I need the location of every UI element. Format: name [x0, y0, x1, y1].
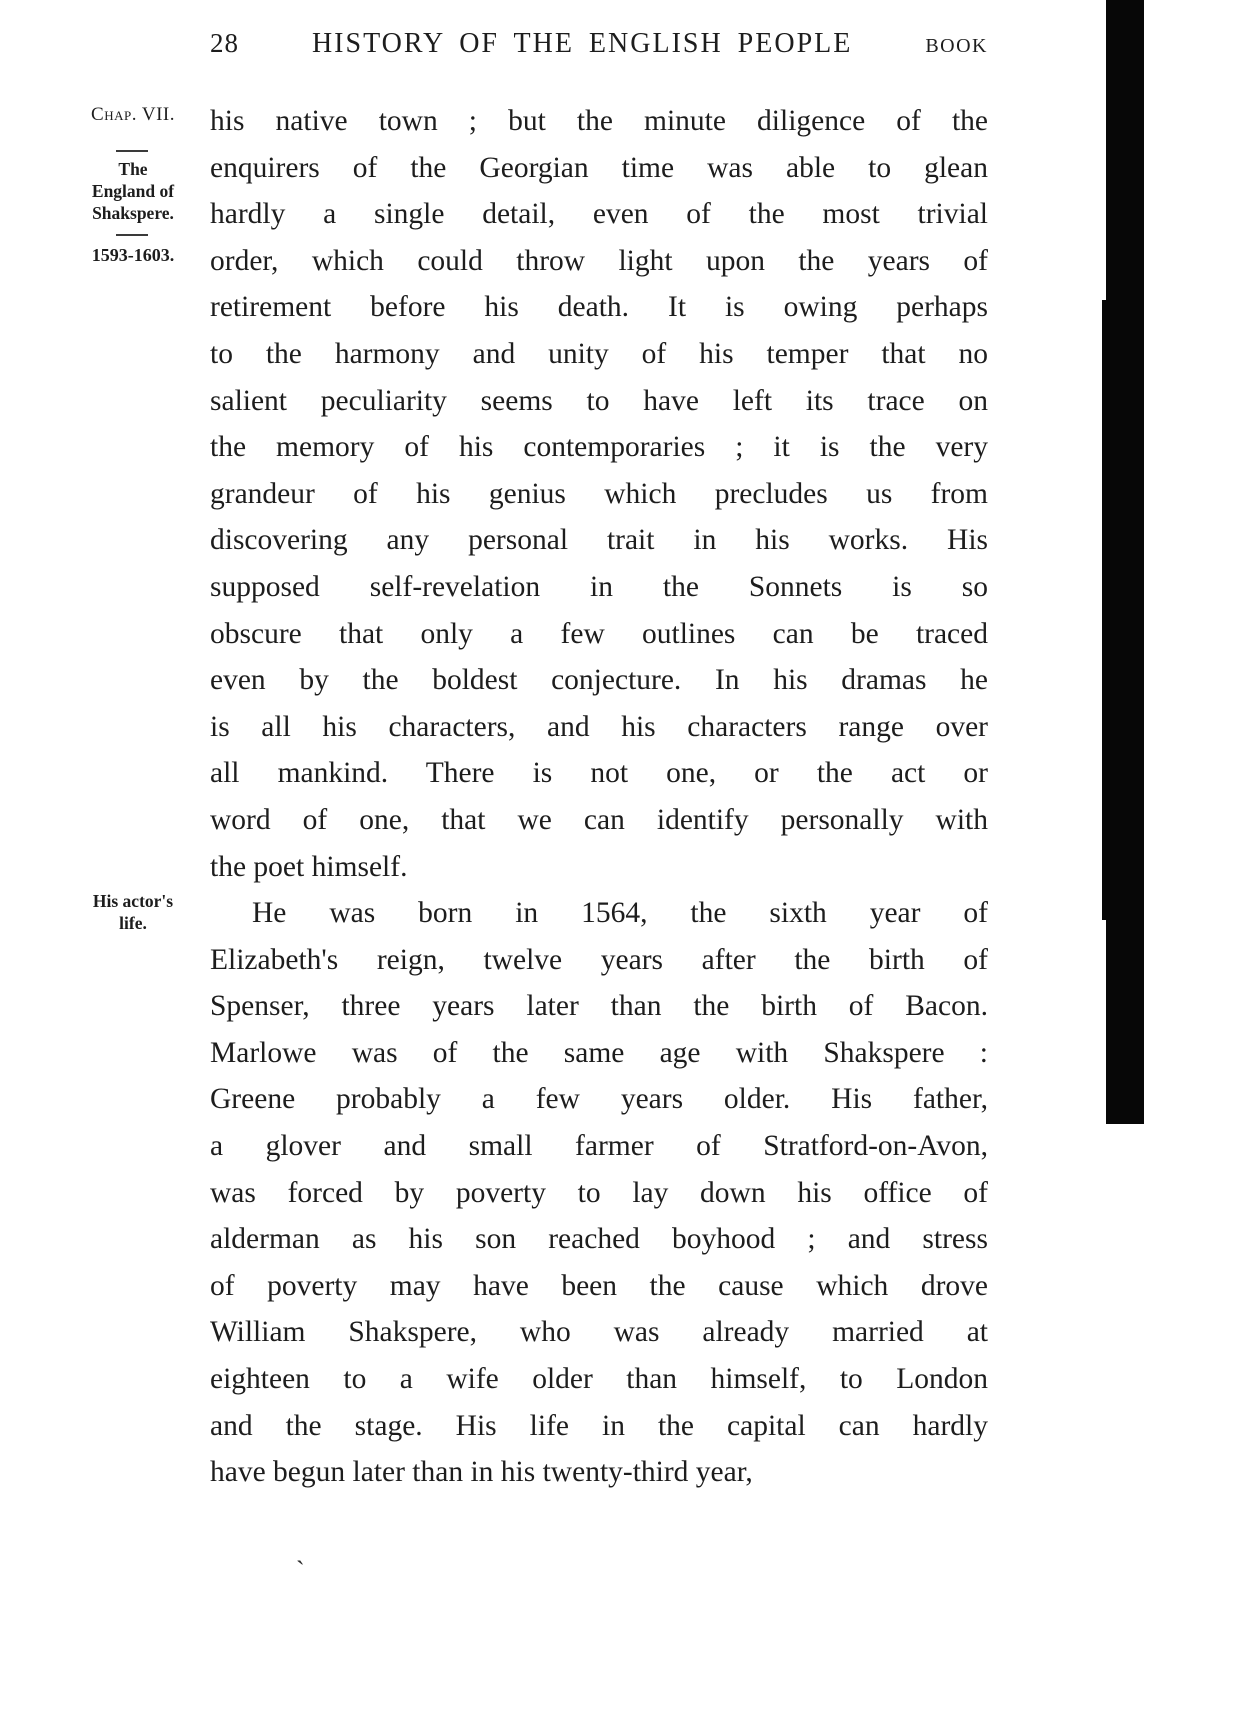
- text-line: Greene probably a few years older. His father,: [210, 1083, 988, 1116]
- text-line: order, which could throw light upon the years of: [210, 244, 988, 277]
- running-title: HISTORY OF THE ENGLISH PEOPLE: [311, 28, 853, 59]
- page-number: 28: [210, 28, 239, 58]
- text-line: to the harmony and unity of his temper that no: [210, 337, 988, 370]
- actor-note: [58, 890, 208, 934]
- text-line: was forced by poverty to lay down his office of: [210, 1176, 988, 1209]
- page-header: [210, 28, 988, 60]
- text-line: enquirers of the Georgian time was able to glean: [210, 151, 988, 184]
- text-line: a glover and small farmer of Stratford-on-Avon,: [210, 1130, 988, 1163]
- paragraph: [210, 890, 988, 1496]
- england-note: [58, 158, 208, 224]
- text-line: retirement before his death. It is owing perhaps: [210, 291, 988, 324]
- stray-mark: `: [296, 1556, 305, 1585]
- text-line: is all his characters, and his characters range over: [210, 710, 988, 743]
- text-line: of poverty may have been the cause which drove: [210, 1269, 988, 1302]
- dates-note: 1593-1603.: [91, 245, 175, 265]
- text-line: He was born in 1564, the sixth year of: [252, 897, 988, 930]
- text-line: and the stage. His life in the capital can hardly: [210, 1409, 988, 1442]
- text-line: the memory of his contemporaries ; it is the very: [210, 431, 988, 464]
- text-line: hardly a single detail, even of the most trivial: [210, 198, 988, 231]
- text-line: Elizabeth's reign, twelve years after the birth of: [210, 943, 988, 976]
- text-line: Spenser, three years later than the birth of Bacon.: [210, 990, 988, 1023]
- paragraph: [210, 98, 988, 890]
- text-line: supposed self-revelation in the Sonnets is so: [210, 570, 988, 603]
- england-note-line: Shakspere.: [92, 203, 174, 223]
- book-label: BOOK: [925, 35, 988, 57]
- text-line: eighteen to a wife older than himself, to London: [210, 1363, 988, 1396]
- actor-note-line: His actor's: [92, 891, 174, 911]
- scan-artifact-bar: [1106, 0, 1144, 1124]
- text-line: all mankind. There is not one, or the act or: [210, 757, 988, 790]
- text-line: have begun later than in his twenty-third year,: [210, 1456, 753, 1489]
- text-line: his native town ; but the minute diligence of the: [210, 105, 988, 137]
- text-line: obscure that only a few outlines can be traced: [210, 617, 988, 650]
- england-note-line: The: [118, 159, 148, 179]
- text-line: even by the boldest conjecture. In his dramas he: [210, 664, 988, 697]
- divider-rule: [116, 234, 148, 236]
- text-line: salient peculiarity seems to have left its trace on: [210, 384, 988, 417]
- chapter-note: Chap. VII.: [91, 104, 175, 125]
- divider-rule: [116, 150, 148, 152]
- text-block: [210, 98, 988, 1496]
- text-line: word of one, that we can identify personally with: [210, 803, 988, 836]
- text-line: William Shakspere, who was already married at: [210, 1316, 988, 1349]
- text-line: alderman as his son reached boyhood ; and stress: [210, 1223, 988, 1256]
- text-line: grandeur of his genius which precludes us from: [210, 477, 988, 510]
- text-line: the poet himself.: [210, 850, 408, 883]
- text-line: discovering any personal trait in his works. His: [210, 524, 988, 557]
- actor-note-line: life.: [119, 913, 147, 933]
- england-note-line: England of: [91, 181, 175, 201]
- text-line: Marlowe was of the same age with Shakspere :: [210, 1036, 988, 1069]
